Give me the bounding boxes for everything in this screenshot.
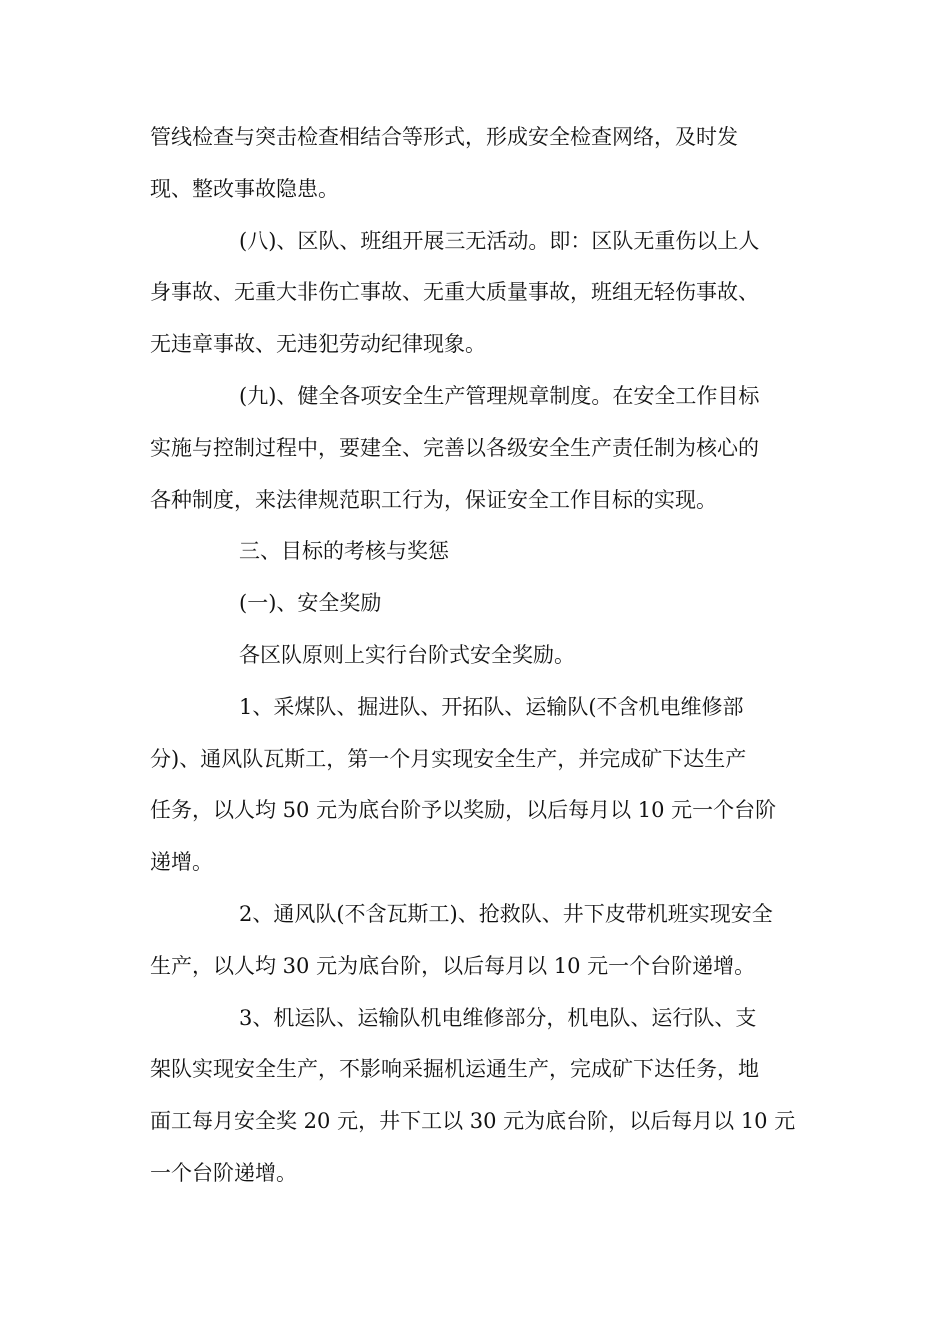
text-line: 一个台阶递增。: [150, 1160, 297, 1185]
text-line: 实施与控制过程中，要建全、完善以各级安全生产责任制为核心的: [150, 435, 759, 460]
text-line: 三、目标的考核与奖惩: [239, 539, 449, 564]
text-line: 现、整改事故隐患。: [150, 176, 339, 201]
text-line: 身事故、无重大非伤亡事故、无重大质量事故，班组无轻伤事故、: [150, 280, 759, 305]
text-line: 1、采煤队、掘进队、开拓队、运输队(不含机电维修部: [239, 694, 744, 719]
text-line: 各区队原则上实行台阶式安全奖励。: [239, 642, 575, 667]
text-line: 面工每月安全奖 20 元，井下工以 30 元为底台阶，以后每月以 10 元: [150, 1109, 796, 1134]
document-body: [150, 112, 810, 1200]
text-line: 2、通风队(不含瓦斯工)、抢救队、井下皮带机班实现安全: [239, 901, 773, 926]
text-line: 任务，以人均 50 元为底台阶予以奖励，以后每月以 10 元一个台阶: [150, 798, 777, 823]
text-line: (八)、区队、班组开展三无活动。即：区队无重伤以上人: [239, 228, 760, 253]
text-line: 架队实现安全生产，不影响采掘机运通生产，完成矿下达任务，地: [150, 1057, 759, 1082]
text-line: 3、机运队、运输队机电维修部分，机电队、运行队、支: [239, 1005, 757, 1030]
text-line: (九)、健全各项安全生产管理规章制度。在安全工作目标: [239, 383, 760, 408]
text-line: 无违章事故、无违犯劳动纪律现象。: [150, 332, 486, 357]
text-line: 管线检查与突击检查相结合等形式，形成安全检查网络，及时发: [150, 125, 738, 149]
text-line: 递增。: [150, 850, 213, 875]
text-line: 各种制度，来法律规范职工行为，保证安全工作目标的实现。: [150, 487, 717, 512]
text-line: 生产，以人均 30 元为底台阶，以后每月以 10 元一个台阶递增。: [150, 953, 756, 978]
text-line: (一)、安全奖励: [239, 591, 382, 616]
text-line: 分)、通风队瓦斯工，第一个月实现安全生产，并完成矿下达生产: [150, 746, 747, 771]
